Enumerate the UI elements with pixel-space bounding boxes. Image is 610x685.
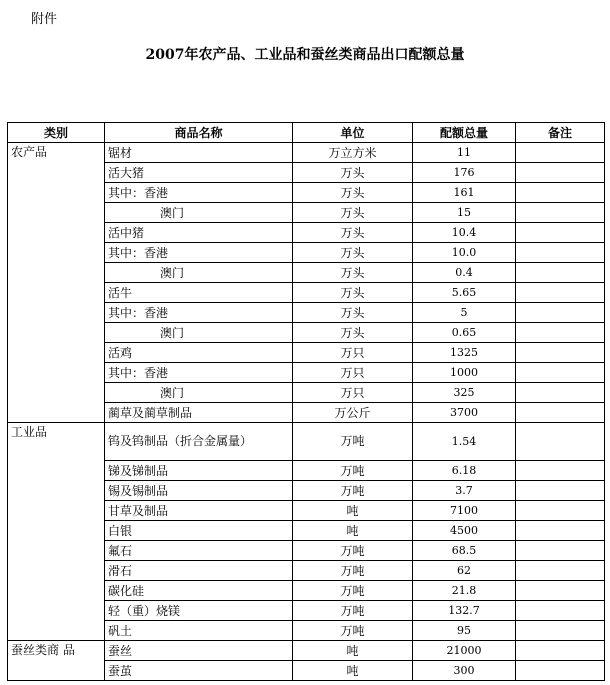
- unit-cell: 万只: [293, 383, 413, 403]
- note-cell: [516, 641, 605, 661]
- unit-cell: 吨: [293, 501, 413, 521]
- header-unit: 单位: [293, 123, 413, 143]
- quota-cell: 0.65: [413, 323, 516, 343]
- unit-cell: 万吨: [293, 541, 413, 561]
- header-category: 类别: [8, 123, 105, 143]
- product-name-cell: 碳化硅: [105, 581, 293, 601]
- quota-cell: 3.7: [413, 481, 516, 501]
- unit-cell: 万只: [293, 343, 413, 363]
- unit-cell: 万头: [293, 183, 413, 203]
- note-cell: [516, 481, 605, 501]
- table-body: [8, 143, 605, 681]
- unit-cell: 万头: [293, 303, 413, 323]
- quota-cell: 300: [413, 661, 516, 681]
- unit-cell: 万吨: [293, 461, 413, 481]
- note-cell: [516, 541, 605, 561]
- unit-cell: 万头: [293, 243, 413, 263]
- note-cell: [516, 581, 605, 601]
- product-name-cell: 澳门: [105, 263, 293, 283]
- category-cell: 工业品: [8, 423, 105, 641]
- note-cell: [516, 461, 605, 481]
- note-cell: [516, 403, 605, 423]
- unit-cell: 万头: [293, 223, 413, 243]
- product-name-cell: 其中：香港: [105, 363, 293, 383]
- quota-cell: 1325: [413, 343, 516, 363]
- unit-cell: 万吨: [293, 423, 413, 461]
- product-name-cell: 钨及钨制品（折合金属量）: [105, 423, 293, 461]
- quota-cell: 6.18: [413, 461, 516, 481]
- note-cell: [516, 163, 605, 183]
- product-name-cell: 锡及锡制品: [105, 481, 293, 501]
- table-row: [8, 423, 605, 461]
- table-header-row: [8, 123, 605, 143]
- unit-cell: 万吨: [293, 581, 413, 601]
- quota-cell: 1000: [413, 363, 516, 383]
- note-cell: [516, 183, 605, 203]
- unit-cell: 万头: [293, 163, 413, 183]
- note-cell: [516, 423, 605, 461]
- note-cell: [516, 263, 605, 283]
- unit-cell: 万吨: [293, 621, 413, 641]
- note-cell: [516, 243, 605, 263]
- header-note: 备注: [516, 123, 605, 143]
- product-name-cell: 蚕丝: [105, 641, 293, 661]
- note-cell: [516, 203, 605, 223]
- product-name-cell: 澳门: [105, 203, 293, 223]
- category-cell: 蚕丝类商 品: [8, 641, 105, 681]
- product-name-cell: 矾土: [105, 621, 293, 641]
- attachment-label: 附件: [31, 12, 58, 27]
- note-cell: [516, 323, 605, 343]
- unit-cell: 万公斤: [293, 403, 413, 423]
- table-row: [8, 143, 605, 163]
- unit-cell: 吨: [293, 521, 413, 541]
- quota-table: [7, 122, 605, 681]
- note-cell: [516, 561, 605, 581]
- product-name-cell: 澳门: [105, 383, 293, 403]
- product-name-cell: 蚕茧: [105, 661, 293, 681]
- quota-cell: 10.0: [413, 243, 516, 263]
- quota-cell: 7100: [413, 501, 516, 521]
- product-name-cell: 其中：香港: [105, 183, 293, 203]
- quota-cell: 62: [413, 561, 516, 581]
- note-cell: [516, 601, 605, 621]
- unit-cell: 吨: [293, 641, 413, 661]
- note-cell: [516, 621, 605, 641]
- quota-cell: 0.4: [413, 263, 516, 283]
- product-name-cell: 澳门: [105, 323, 293, 343]
- unit-cell: 万只: [293, 363, 413, 383]
- table-row: [8, 641, 605, 661]
- quota-cell: 21.8: [413, 581, 516, 601]
- unit-cell: 万头: [293, 323, 413, 343]
- quota-cell: 132.7: [413, 601, 516, 621]
- quota-cell: 10.4: [413, 223, 516, 243]
- quota-cell: 1.54: [413, 423, 516, 461]
- unit-cell: 万头: [293, 283, 413, 303]
- product-name-cell: 白银: [105, 521, 293, 541]
- note-cell: [516, 283, 605, 303]
- product-name-cell: 活大猪: [105, 163, 293, 183]
- product-name-cell: 活牛: [105, 283, 293, 303]
- note-cell: [516, 303, 605, 323]
- product-name-cell: 锑及锑制品: [105, 461, 293, 481]
- product-name-cell: 蔺草及蔺草制品: [105, 403, 293, 423]
- product-name-cell: 锯材: [105, 143, 293, 163]
- quota-cell: 3700: [413, 403, 516, 423]
- unit-cell: 万吨: [293, 601, 413, 621]
- quota-cell: 15: [413, 203, 516, 223]
- quota-cell: 21000: [413, 641, 516, 661]
- unit-cell: 万吨: [293, 481, 413, 501]
- note-cell: [516, 223, 605, 243]
- product-name-cell: 氟石: [105, 541, 293, 561]
- quota-cell: 68.5: [413, 541, 516, 561]
- quota-cell: 95: [413, 621, 516, 641]
- product-name-cell: 活鸡: [105, 343, 293, 363]
- unit-cell: 万头: [293, 263, 413, 283]
- unit-cell: 万立方米: [293, 143, 413, 163]
- category-cell: 农产品: [8, 143, 105, 423]
- quota-cell: 325: [413, 383, 516, 403]
- quota-cell: 5: [413, 303, 516, 323]
- header-quota: 配额总量: [413, 123, 516, 143]
- note-cell: [516, 363, 605, 383]
- product-name-cell: 活中猪: [105, 223, 293, 243]
- note-cell: [516, 501, 605, 521]
- quota-cell: 161: [413, 183, 516, 203]
- unit-cell: 吨: [293, 661, 413, 681]
- product-name-cell: 轻（重）烧镁: [105, 601, 293, 621]
- note-cell: [516, 383, 605, 403]
- quota-cell: 4500: [413, 521, 516, 541]
- quota-cell: 176: [413, 163, 516, 183]
- product-name-cell: 甘草及制品: [105, 501, 293, 521]
- product-name-cell: 其中：香港: [105, 243, 293, 263]
- product-name-cell: 滑石: [105, 561, 293, 581]
- unit-cell: 万头: [293, 203, 413, 223]
- header-name: 商品名称: [105, 123, 293, 143]
- quota-cell: 11: [413, 143, 516, 163]
- note-cell: [516, 661, 605, 681]
- page-title: 2007年农产品、工业品和蚕丝类商品出口配额总量: [145, 47, 465, 63]
- note-cell: [516, 521, 605, 541]
- note-cell: [516, 143, 605, 163]
- unit-cell: 万吨: [293, 561, 413, 581]
- note-cell: [516, 343, 605, 363]
- product-name-cell: 其中：香港: [105, 303, 293, 323]
- quota-cell: 5.65: [413, 283, 516, 303]
